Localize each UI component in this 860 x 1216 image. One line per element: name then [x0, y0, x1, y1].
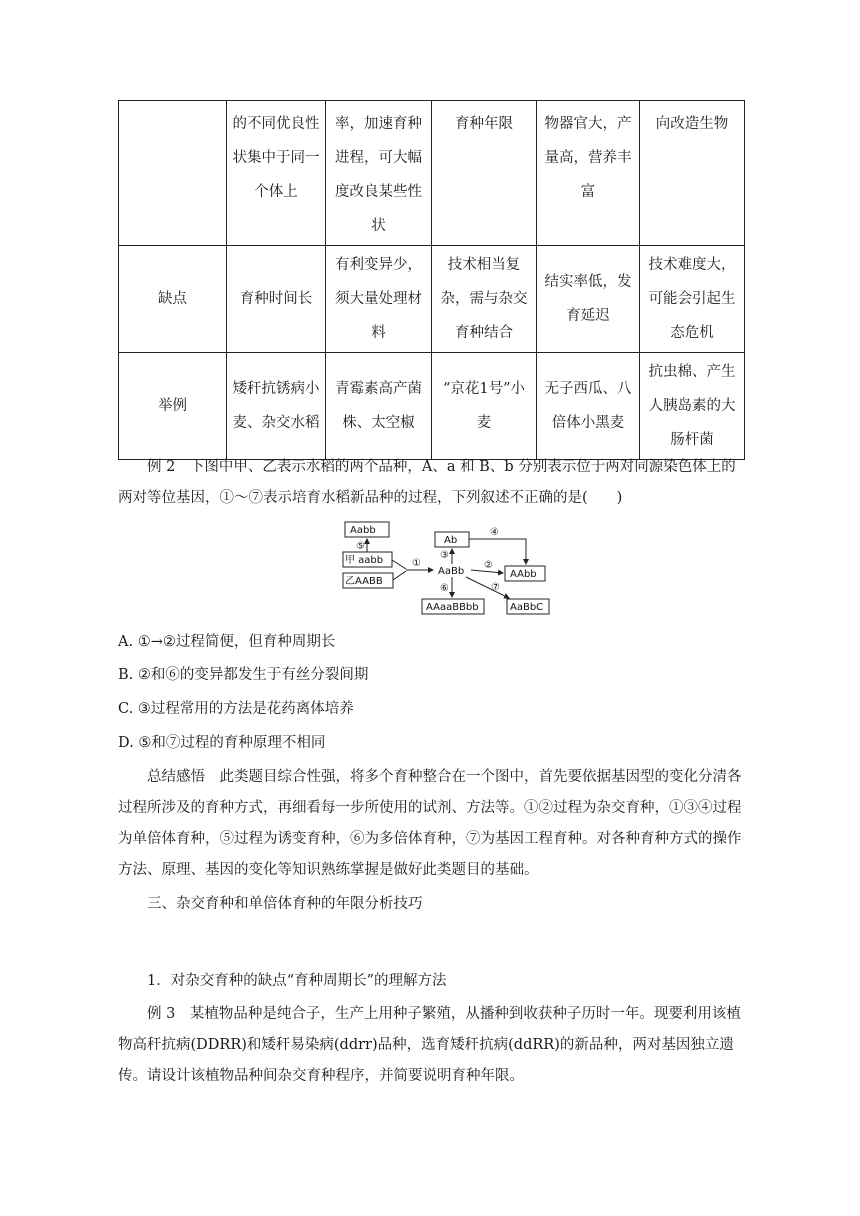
- table-cell: 率，加速育种进程，可大幅度改良某些性状: [326, 101, 432, 246]
- label-ab: Ab: [444, 535, 458, 546]
- table-cell: [119, 101, 227, 246]
- step-6-marker: ⑥: [440, 583, 449, 594]
- example-2-question: [118, 452, 744, 514]
- step-1-marker: ①: [412, 558, 421, 569]
- option-d: D. ⑤和⑦过程的育种原理不相同: [118, 735, 326, 751]
- table-cell: 无子西瓜、八倍体小黑麦: [537, 353, 640, 460]
- table-cell: 有利变异少，须大量处理材料: [326, 246, 432, 353]
- example-2-label: 例 2: [147, 459, 176, 475]
- table-cell: 结实率低，发育延迟: [537, 246, 640, 353]
- table-cell: 的不同优良性状集中于同一个体上: [227, 101, 326, 246]
- table-cell: “京花1号”小麦: [432, 353, 537, 460]
- summary-label: 总结感悟: [147, 769, 205, 785]
- table-cell: 技术难度大，可能会引起生态危机: [640, 246, 745, 353]
- section-3-heading: 三、杂交育种和单倍体育种的年限分析技巧: [147, 896, 423, 912]
- table-cell: 向改造生物: [640, 101, 745, 246]
- label-f1: AaBb: [438, 566, 465, 577]
- label-jia: 甲 aabb: [345, 555, 384, 566]
- table-cell: 矮秆抗锈病小麦、杂交水稻: [227, 353, 326, 460]
- step-3-marker: ③: [440, 550, 449, 561]
- subsection-1-heading: 1．对杂交育种的缺点“育种周期长”的理解方法: [147, 973, 447, 989]
- summary-paragraph: [118, 762, 744, 886]
- step-7-marker: ⑦: [491, 582, 500, 593]
- option-c: C. ③过程常用的方法是花药离体培养: [118, 701, 354, 717]
- row-header-disadvantages: 缺点: [119, 246, 227, 353]
- table-cell: 抗虫棉、产生人胰岛素的大肠杆菌: [640, 353, 745, 460]
- option-b: B. ②和⑥的变异都发生于有丝分裂间期: [118, 667, 369, 683]
- table-row: [119, 353, 745, 460]
- table-cell: 育种时间长: [227, 246, 326, 353]
- row-header-examples: 举例: [119, 353, 227, 460]
- example-3-text: 某植物品种是纯合子，生产上用种子繁殖，从播种到收获种子历时一年。现要利用该植物高秆抗病(DDRR)和矮秆易染病(ddrr)品种，选育矮秆抗病(ddRR)的新品种，两对基因独立遗传。请设计该植物品种间杂交育种程序，并简要说明育种年限。: [118, 1006, 741, 1084]
- step-5-marker: ⑤: [356, 541, 365, 552]
- table-cell: 青霉素高产菌株、太空椒: [326, 353, 432, 460]
- table-cell: 技术相当复杂，需与杂交育种结合: [432, 246, 537, 353]
- label-aabb-target: AAbb: [510, 569, 537, 580]
- label-tetraploid: AAaaBBbb: [426, 602, 479, 613]
- option-a: A. ①→②过程简便，但育种周期长: [118, 634, 336, 650]
- step-2-marker: ②: [484, 560, 493, 571]
- table-cell: 物器官大，产量高，营养丰富: [537, 101, 640, 246]
- example-3-question: [118, 999, 744, 1092]
- breeding-comparison-table: [118, 100, 745, 460]
- label-aabb-mutant: Aabb: [350, 525, 376, 536]
- table-row: [119, 246, 745, 353]
- label-aabbc: AaBbC: [510, 602, 544, 613]
- example-3-label: 例 3: [147, 1006, 176, 1022]
- label-yi: 乙AABB: [345, 576, 383, 587]
- table-cell: 育种年限: [432, 101, 537, 246]
- summary-text: 此类题目综合性强，将多个育种整合在一个图中，首先要依据基因型的变化分清各过程所涉及的育种方式，再细看每一步所使用的试剂、方法等。①②过程为杂交育种，①③④过程为单倍体育种，⑤过程为诱变育种，⑥为多倍体育种，⑦为基因工程育种。对各种育种方式的操作方法、原理、基因的变化等知识熟练掌握是做好此类题目的基础。: [118, 769, 742, 878]
- table-row: [119, 101, 745, 246]
- example-2-text: 下图中甲、乙表示水稻的两个品种，A、a 和 B、b 分别表示位于两对同源染色体上的两对等位基因，①～⑦表示培育水稻新品种的过程，下列叙述不正确的是( ): [118, 459, 736, 506]
- step-4-marker: ④: [490, 527, 499, 538]
- breeding-process-diagram: [340, 518, 570, 618]
